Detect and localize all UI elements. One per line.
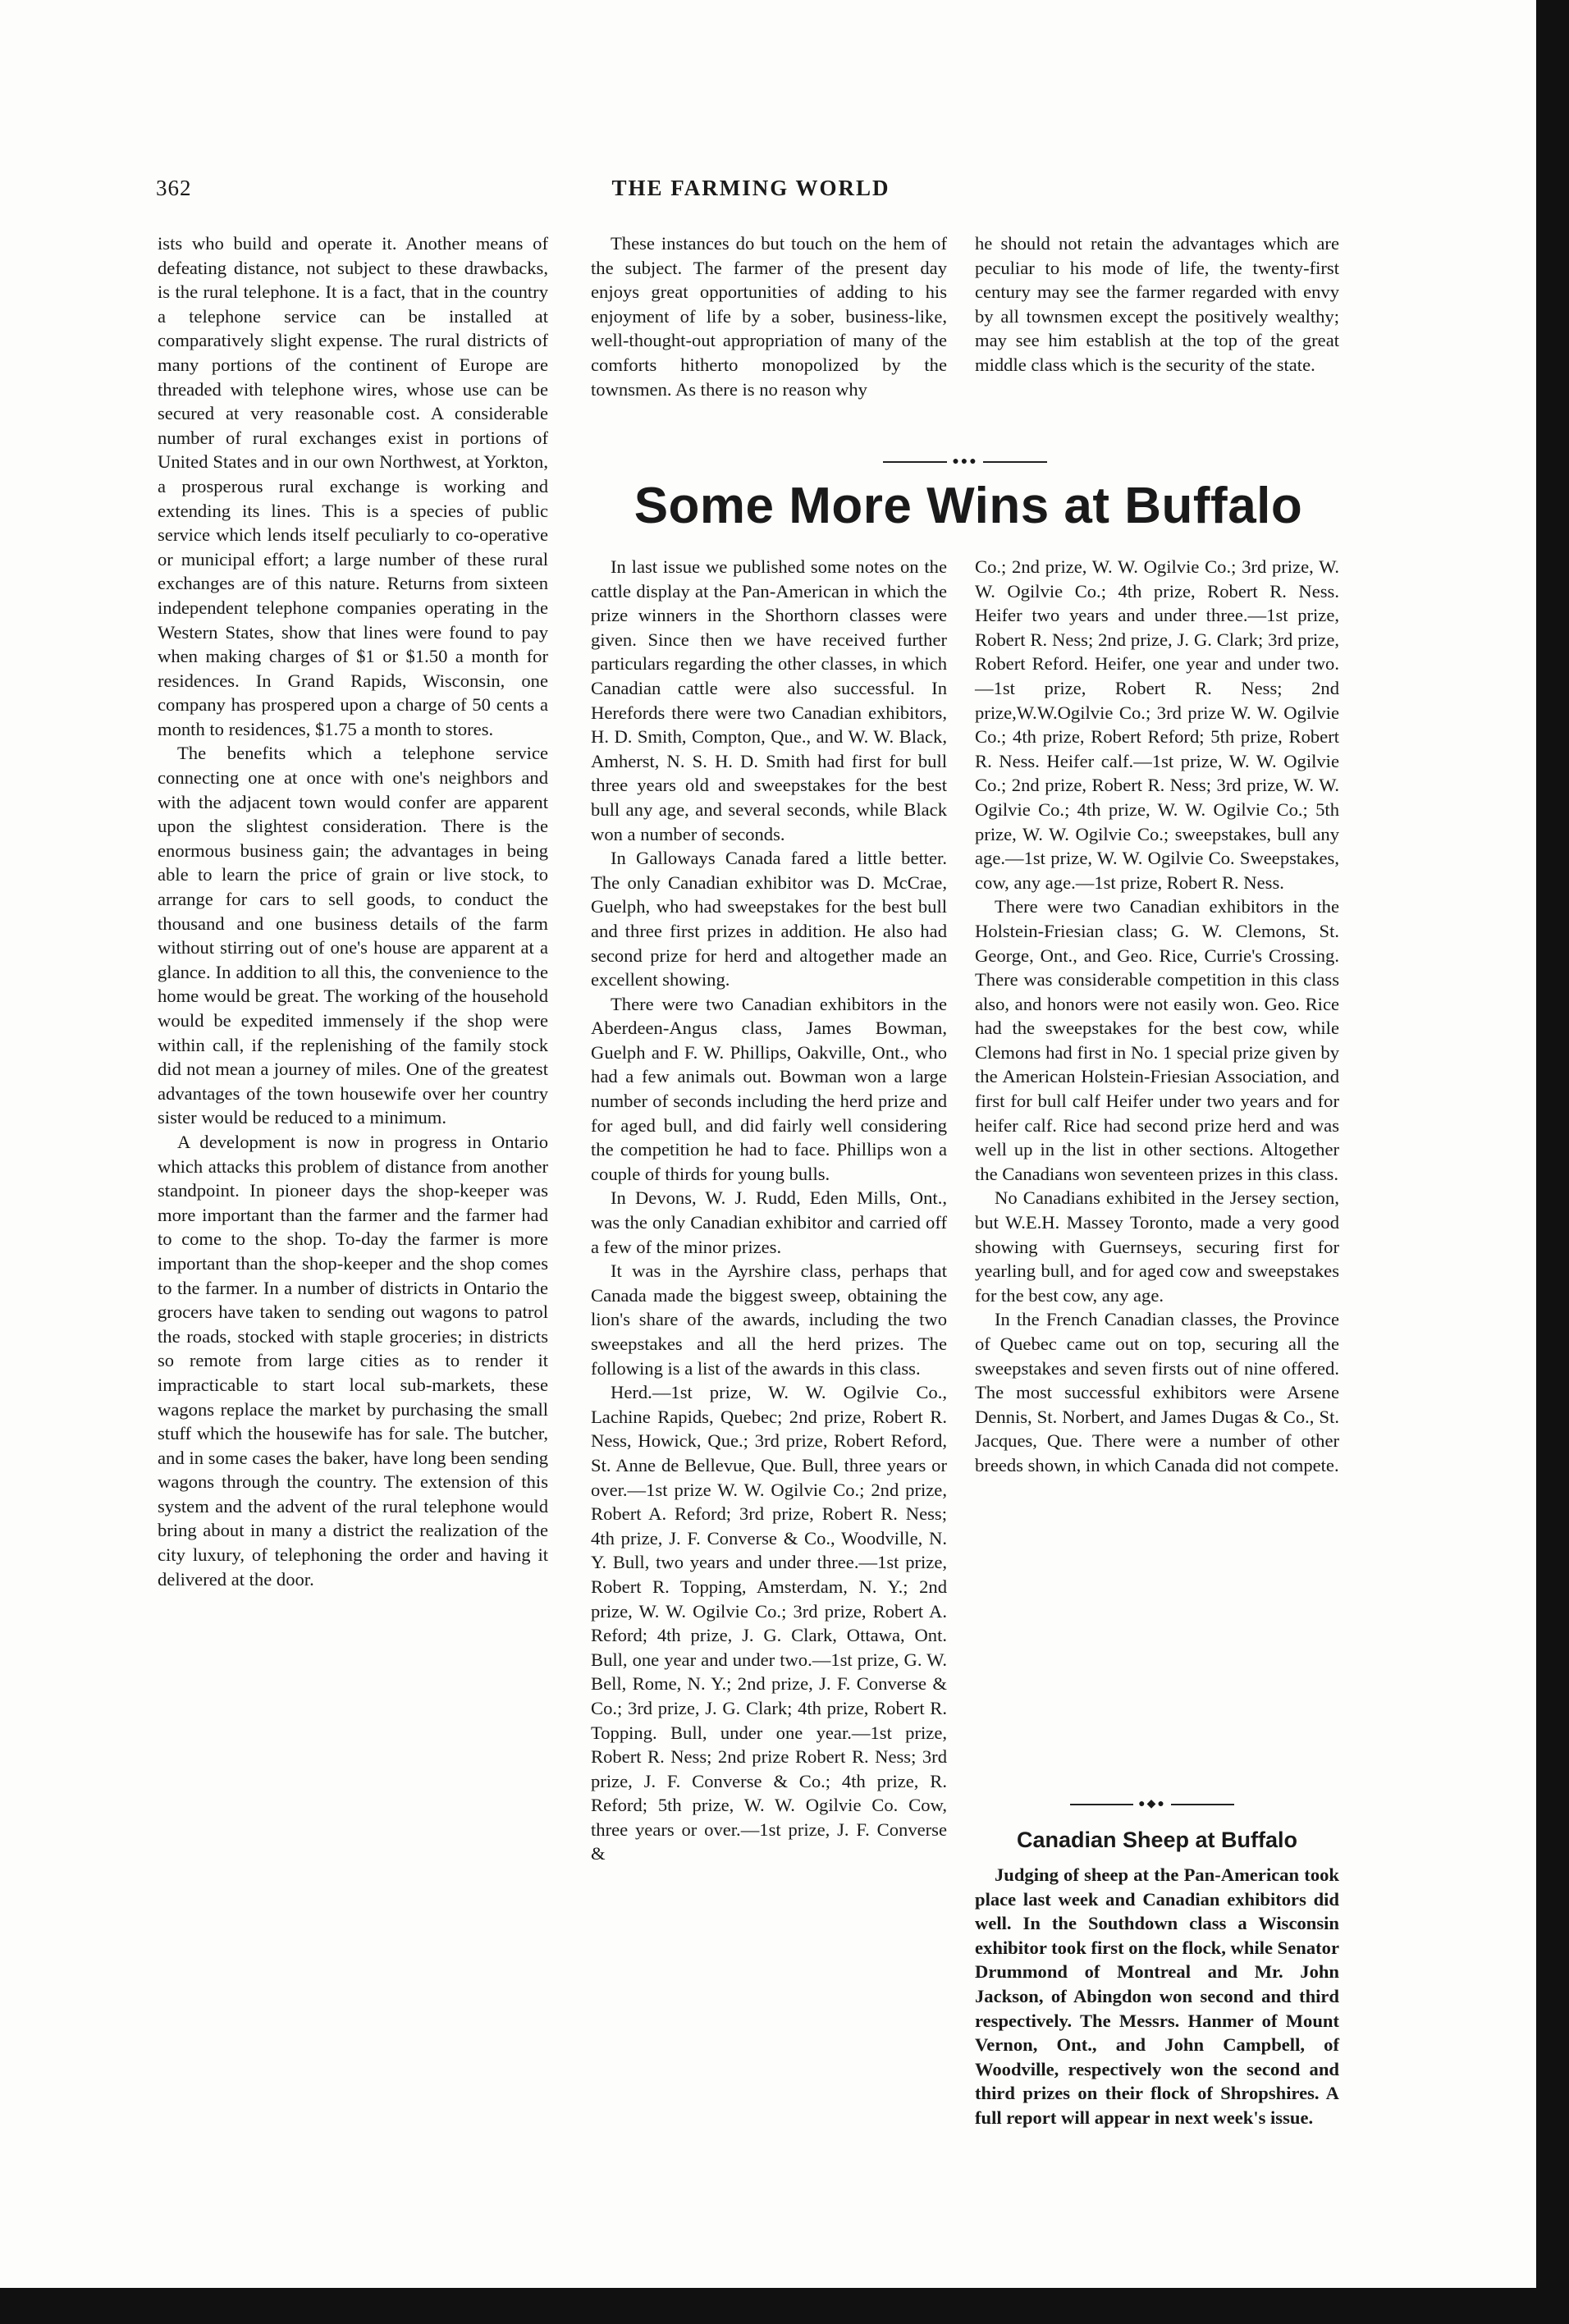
column-2-continuation xyxy=(591,231,947,401)
article-column-right xyxy=(975,555,1339,1478)
paragraph: ists who build and operate it. Another means of defeating distance, not subject to these drawbacks, is the rural telephone. It is a fact, that in the country a telephone service can be installed at comparatively slight expense. The rural districts of many portions of the continent of Europe are threaded with telephone wires, whose use can be secured at very reasonable cost. A considerable number of rural exchanges exist in portions of United States and in our own Northwest, at Yorkton, a prosperous rural exchange is working and extending its lines. This is a species of public service which lends itself peculiarly to co-operative or municipal effort; a large number of these rural exchanges are of this nature. Returns from sixteen independent telephone companies operating in the Western States, show that lines were found to pay when making charges of $1 or $1.50 a month for residences. In Grand Rapids, Wisconsin, one company has prospered upon a charge of 50 cents a month to residences, $1.75 a month to stores. xyxy=(158,233,548,739)
running-title: THE FARMING WORLD xyxy=(611,176,890,200)
ornament-divider: ●●● xyxy=(883,456,1047,468)
paragraph: In Galloways Canada fared a little better. The only Canadian exhibitor was D. McCrae, Guelph, who had sweepstakes for the best bull and three first prizes in addition. He also had second prize for herd and altogether made an excellent showing. xyxy=(591,848,947,990)
column-1-telephone-article xyxy=(158,231,548,1591)
paragraph: These instances do but touch on the hem of the subject. The farmer of the present day enjoys great opportunities of adding to his enjoyment of life by a sober, business-like, well-thought-out appropriation of many of the comforts hitherto monopolized by the townsmen. As there is no reason why xyxy=(591,233,947,400)
paragraph: It was in the Ayrshire class, perhaps that Canada made the biggest sweep, obtaining the lion's share of the awards, including the two sweepstakes and all the herd prizes. The following is a list of the awards in this class. xyxy=(591,1260,947,1379)
paragraph: Herd.—1st prize, W. W. Ogilvie Co., Lachine Rapids, Quebec; 2nd prize, Robert R. Ness, Howick, Que.; 3rd prize, Robert Reford, St. Anne de Bellevue, Que. Bull, three years or over.—1st prize W. W. Ogilvie Co.; 2nd prize, Robert A. Reford; 3rd prize, Robert R. Ness; 4th prize, J. F. Converse & Co., Woodville, N. Y. Bull, two years and under three.—1st prize, Robert R. Topping, Amsterdam, N. Y.; 2nd prize, W. W. Ogilvie Co.; 3rd prize, Robert A. Reford; 4th prize, J. G. Clark, Ottawa, Ont. Bull, one year and under two.—1st prize, G. W. Bell, Rome, N. Y.; 2nd prize, J. F. Converse & Co.; 3rd prize, J. G. Clark; 4th prize, Robert R. Topping. Bull, under one year.—1st prize, Robert R. Ness; 2nd prize Robert R. Ness; 3rd prize, J. F. Converse & Co.; 4th prize, R. Reford; 5th prize, W. W. Ogilvie Co. Cow, three years or over.—1st prize, J. F. Converse & xyxy=(591,1382,947,1864)
paragraph: Co.; 2nd prize, W. W. Ogilvie Co.; 3rd prize, W. W. Ogilvie Co.; 4th prize, Robert R. Ness. Heifer two years and under three.—1st prize, Robert R. Ness; 2nd prize, J. G. Clark; 3rd prize, Robert Reford. Heifer, one year and under two.—1st prize, Robert R. Ness; 2nd prize,W.W.Ogilvie Co.; 3rd prize W. W. Ogilvie Co.; 4th prize, Robert Reford; 5th prize, Robert R. Ness. Heifer calf.—1st prize, W. W. Ogilvie Co.; 2nd prize, Robert R. Ness; 3rd prize, W. W. Ogilvie Co.; 4th prize, W. W. Ogilvie Co.; 5th prize, W. W. Ogilvie Co.; sweepstakes, bull any age.—1st prize, W. W. Ogilvie Co. Sweepstakes, cow, any age.—1st prize, Robert R. Ness. xyxy=(975,556,1339,893)
paragraph: The benefits which a telephone service connecting one at once with one's neighbors and with the adjacent town would confer are apparent upon the slightest consideration. There is the enormous business gain; the advantages in being able to learn the price of grain or live stock, to arrange for cars to sell goods, to conduct the thousand and one business details of the farm without stirring out of one's house are apparent at a glance. In addition to all this, the convenience to the home would be great. The working of the household would be expedited immensely if the shop were within call, if the replenishing of the family stock did not mean a journey of miles. One of the greatest advantages of the town housewife over her country sister would be reduced to a minimum. xyxy=(158,743,548,1128)
sheep-article xyxy=(975,1863,1339,2130)
paragraph: In Devons, W. J. Rudd, Eden Mills, Ont., was the only Canadian exhibitor and carried off a few of the minor prizes. xyxy=(591,1187,947,1257)
page-number: 362 xyxy=(156,176,192,200)
paragraph: There were two Canadian exhibitors in the Holstein-Friesian class; G. W. Clemons, St. George, Ont., and Geo. Rice, Currie's Crossing. There was considerable competition in this class also, and honors were not easily won. Geo. Rice had the sweepstakes for the best cow, while Clemons had first in No. 1 special prize given by the American Holstein-Friesian Association, and first for bull calf Heifer under two years and for heifer calf. Rice had second prize herd and was well up in the list in other sections. Altogether the Canadians won seventeen prizes in this class. xyxy=(975,896,1339,1184)
paragraph: A development is now in progress in Ontario which attacks this problem of distance from another standpoint. In pioneer days the shop-keeper was more important than the farmer and the farmer had to come to the shop. To-day the farmer is more important than the shop-keeper and the shop comes to the farmer. In a number of districts in Ontario the grocers have taken to sending out wagons to patrol the roads, stocked with staple groceries; in districts so remote from large cities as to render it impracticable to start local sub-markets, these wagons replace the market by purchasing the small stuff which the housewife has for sale. The butcher, and in some cases the baker, have long been sending wagons through the country. The extension of this system and the advent of the rural telephone would bring about in many a district the realization of the city luxury, of telephoning the order and having it delivered at the door. xyxy=(158,1131,548,1590)
scan-edge-right xyxy=(1536,0,1569,2324)
paragraph: he should not retain the advantages which are peculiar to his mode of life, the twenty-first century may see the farmer regarded with envy by all townsmen except the positively wealthy; may see him establish at the top of the great middle class which is the security of the state. xyxy=(975,233,1339,375)
article-column-left xyxy=(591,555,947,1866)
paragraph: There were two Canadian exhibitors in the Aberdeen-Angus class, James Bowman, Guelph and F. W. Phillips, Oakville, Ont., who had a few animals out. Bowman won a large number of seconds including the herd prize and for aged bull, and did fairly well considering the competition he had to face. Phillips won a couple of thirds for young bulls. xyxy=(591,993,947,1184)
paragraph: No Canadians exhibited in the Jersey section, but W.E.H. Massey Toronto, made a very good showing with Guernseys, securing first for yearling bull, and for aged cow and sweepstakes for the best cow, any age. xyxy=(975,1187,1339,1306)
paragraph: In the French Canadian classes, the Province of Quebec came out on top, securing all the sweepstakes and seven firsts out of nine offered. The most successful exhibitors were Arsene Dennis, St. Norbert, and James Dugas & Co., St. Jacques, Que. There were a number of other breeds shown, in which Canada did not compete. xyxy=(975,1309,1339,1475)
column-3-continuation xyxy=(975,231,1339,377)
page-header xyxy=(156,176,1346,208)
sheep-headline: Canadian Sheep at Buffalo xyxy=(1016,1828,1298,1852)
paragraph: In last issue we published some notes on the cattle display at the Pan-American in which the prize winners in the Shorthorn classes were given. Since then we have received further particulars regarding the other classes, in which Canadian cattle were also successful. In Herefords there were two Canadian exhibitors, H. D. Smith, Compton, Que., and W. W. Black, Amherst, N. S. H. D. Smith had first for bull three years old and sweepstakes for the best bull any age, and several seconds, while Black won a number of seconds. xyxy=(591,556,947,844)
paragraph: Judging of sheep at the Pan-American took place last week and Canadian exhibitors did well. In the Southdown class a Wisconsin exhibitor took first on the flock, while Senator Drummond of Montreal and Mr. John Jackson, of Abingdon won second and third respectively. The Messrs. Hanmer of Mount Vernon, Ont., and John Campbell, of Woodville, respectively won the second and third prizes on their flock of Shropshires. A full report will appear in next week's issue. xyxy=(975,1864,1339,2128)
ornament-divider: ●◆● xyxy=(1070,1799,1234,1810)
article-headline: Some More Wins at Buffalo xyxy=(634,478,1303,534)
scan-edge-bottom xyxy=(0,2288,1569,2324)
